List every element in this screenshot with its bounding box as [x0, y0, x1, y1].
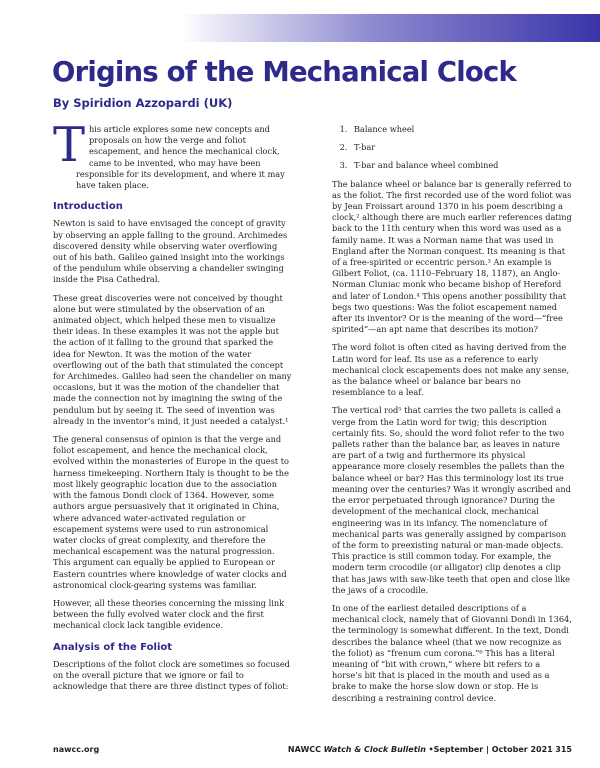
list-item: 1. Balance wheel: [350, 124, 572, 135]
introduction-paragraph: These great discoveries were not conceived by thought alone but were stimulated by the observation of an animated object, which helped these men to visualize their ideas. In these examples it was not the apple but the action of it falling to the ground that sparked the idea for Newton. It was the motion of the water overflowing out of the bath that stimulated the concept for Archimedes. Galileo had seen the chandelier on many occasions, but it was the motion of the chandelier that made the connection not by imagining the swing of the pendulum but by seeing it. The seed of invention was already in the inventor’s mind, it just needed a catalyst.¹: [53, 292, 292, 426]
footer-publication: Watch & Clock Bulletin: [323, 745, 426, 754]
footer-org: NAWCC: [287, 745, 322, 754]
footer-folio: [288, 745, 572, 754]
footer-website: nawcc.org: [53, 745, 100, 754]
analysis-paragraph: Descriptions of the foliot clock are sometimes so focused on the overall picture that we ignore or fail to acknowledge that there are three distinct types of foliot:: [53, 658, 290, 692]
header-band: [0, 14, 600, 42]
list-item: 3. T-bar and balance wheel combined: [350, 160, 572, 171]
body-paragraph: The vertical rod⁵ that carries the two pallets is called a verge from the Latin word for twig; this description certainly fits. So, should the word foliot refer to the two pallets rather than the balance bar, as leaves in nature are part of a twig and furthermore its physical appearance more closely resembles the pallets than the balance wheel or bar? Has this terminology lost its true meaning over the centuries? Was it wrongly ascribed and the error perpetuated through ignorance? During the development of the mechanical clock, mechanical engineering was in its infancy. The nomenclature of mechanical parts was generally assigned by comparison of the form to preexisting natural or man-made objects. This practice is still common today. For example, the modern term crocodile (or alligator) clip denotes a clip that has jaws with saw-like teeth that open and close like the jaws of a crocodile.: [332, 405, 571, 595]
footer-issue: •September | October 2021: [428, 745, 553, 754]
foliot-types-list: [332, 124, 572, 172]
introduction-paragraph: However, all these theories concerning the missing link between the fully evolved water clock and the first mechanical clock lack tangible evidence.: [53, 597, 285, 631]
lead-paragraph: [53, 117, 293, 191]
author-byline: By Spiridion Azzopardi (UK): [53, 96, 233, 110]
footer-page-number: 315: [555, 745, 572, 754]
lead-text: his article explores some new concepts and proposals on how the verge and foliot escapement, and hence the mechanical clock, came to be invented, who may have been responsible for its development, and where it may have taken place.: [76, 124, 285, 191]
body-paragraph: The balance wheel or balance bar is generally referred to as the foliot. The first recorded use of the word foliot was by Jean Froissart around 1370 in his poem describing a clock,² although there are much earlier references dating back to the 11th century when this word was used as a family name. It was a Norman name that was used in England after the Norman conquest. Its meaning is that of a free-spirited or eccentric person.³ An example is Gilbert Foliot, (ca. 1110–February 18, 1187), an Anglo-Norman Cluniac monk who became bishop of Hereford and later of London.⁴ This opens another possibility that begs two questions: Was the foliot escapement named after its inventor? Or is the meaning of the word—“free spirited”—an apt name that describes its motion?: [332, 178, 572, 335]
introduction-heading: Introduction: [53, 201, 123, 213]
introduction-paragraph: The general consensus of opinion is that the verge and foliot escapement, and hence the mechanical clock, evolved within the monasteries of Europe in the quest to harness timekeeping. Northern Italy is thought to be the most likely geographic location due to the association with the famous Dondi clock of 1364. However, some authors argue persuasively that it originated in China, where advanced water-activated regulation or escapement systems were used to run astronomical water clocks of great complexity, and therefore the mechanical escapement was the natural progression. This argument can equally be applied to European or Eastern countries where knowledge of water clocks and astronomical clock-gearing systems was familiar.: [53, 434, 289, 590]
analysis-heading: Analysis of the Foliot: [53, 641, 173, 653]
right-column: [332, 124, 572, 711]
body-paragraph: In one of the earliest detailed descriptions of a mechanical clock, namely that of Giovanni Dondi in 1364, the terminology is somewhat different. In the text, Dondi describes the balance wheel (that we now recognize as the foliot) as “frenum cum corona.”⁶ This has a literal meaning of “bit with crown,” where bit refers to a horse’s bit that is placed in the mouth and used as a brake to make the horse slow down or stop. He is describing a restraining control device.: [332, 602, 572, 703]
introduction-paragraph: Newton is said to have envisaged the concept of gravity by observing an apple falling to the ground. Archimedes discovered density while observing water overflowing out of his bath. Galileo gained insight into the workings of the pendulum while observing a chandelier swinging inside the Pisa Cathedral.: [53, 218, 288, 285]
left-column: [53, 117, 293, 699]
drop-cap: T: [53, 117, 86, 173]
body-paragraph: The word foliot is often cited as having derived from the Latin word for leaf. Its use as a reference to early mechanical clock escapements does not make any sense, as the balance wheel or balance bar bears no resemblance to a leaf.: [332, 342, 570, 398]
article-title: Origins of the Mechanical Clock: [52, 56, 516, 88]
list-item: 2. T-bar: [350, 142, 572, 153]
